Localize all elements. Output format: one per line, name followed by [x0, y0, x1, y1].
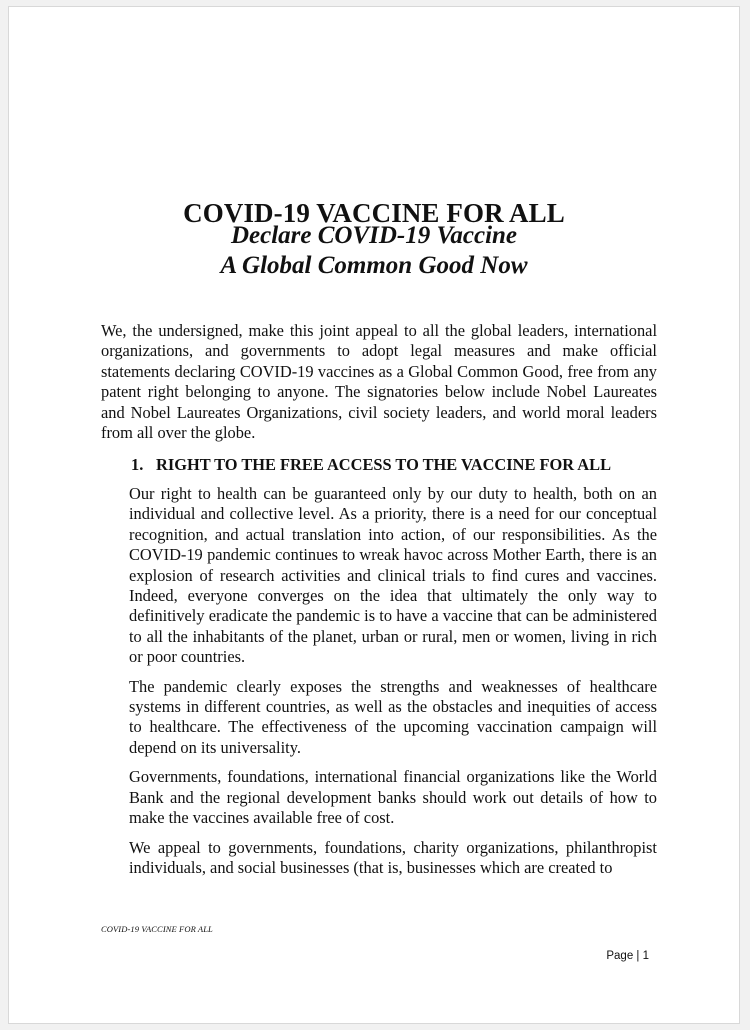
- body-paragraph: Our right to health can be guaranteed only by our duty to health, both on an individual and collective level. As a priority, there is a need for our conceptual recognition, and actual translation into action, of our responsibilities. As the COVID-19 pandemic continues to wreak havoc across Mother Earth, there is an explosion of research activities and clinical trials to find cures and vaccines. Indeed, everyone converges on the idea that ultimately the only way to definitively eradicate the pandemic is to have a vaccine that can be administered to all the inhabitants of the planet, urban or rural, men or women, living in rich or poor countries.: [129, 484, 657, 667]
- section-heading-text: RIGHT TO THE FREE ACCESS TO THE VACCINE FOR ALL: [156, 455, 612, 474]
- body-paragraph: Governments, foundations, international financial organizations like the World Bank and the regional development banks should work out details of how to make the vaccines available free of cost.: [129, 767, 657, 828]
- document-subtitle: [9, 221, 739, 281]
- subtitle-line-2: A Global Common Good Now: [220, 252, 528, 279]
- body-paragraph: The pandemic clearly exposes the strengths and weaknesses of healthcare systems in different countries, as well as the obstacles and inequities of access to healthcare. The effectiveness of the upcoming vaccination campaign will depend on its universality.: [129, 676, 657, 757]
- document-title: COVID-19 VACCINE FOR ALL: [183, 198, 565, 229]
- document-page: [8, 6, 740, 1024]
- intro-paragraph: We, the undersigned, make this joint appeal to all the global leaders, international organizations, and governments to adopt legal measures and make official statements declaring COVID-19 vaccines as a Global Common Good, free from any patent right belonging to anyone. The signatories below include Nobel Laureates and Nobel Laureates Organizations, civil society leaders, and world moral leaders from all over the globe.: [101, 321, 657, 443]
- body-paragraph: We appeal to governments, foundations, charity organizations, philanthropist individuals, and social businesses (that is, businesses which are created to: [129, 837, 657, 877]
- section-number: 1.: [131, 455, 144, 474]
- subtitle-line-1: Declare COVID-19 Vaccine: [230, 222, 518, 249]
- section-body: [129, 484, 657, 887]
- section-heading: [131, 455, 671, 475]
- page-number: Page | 1: [606, 950, 649, 962]
- page-footer-title: COVID-19 VACCINE FOR ALL: [101, 924, 213, 934]
